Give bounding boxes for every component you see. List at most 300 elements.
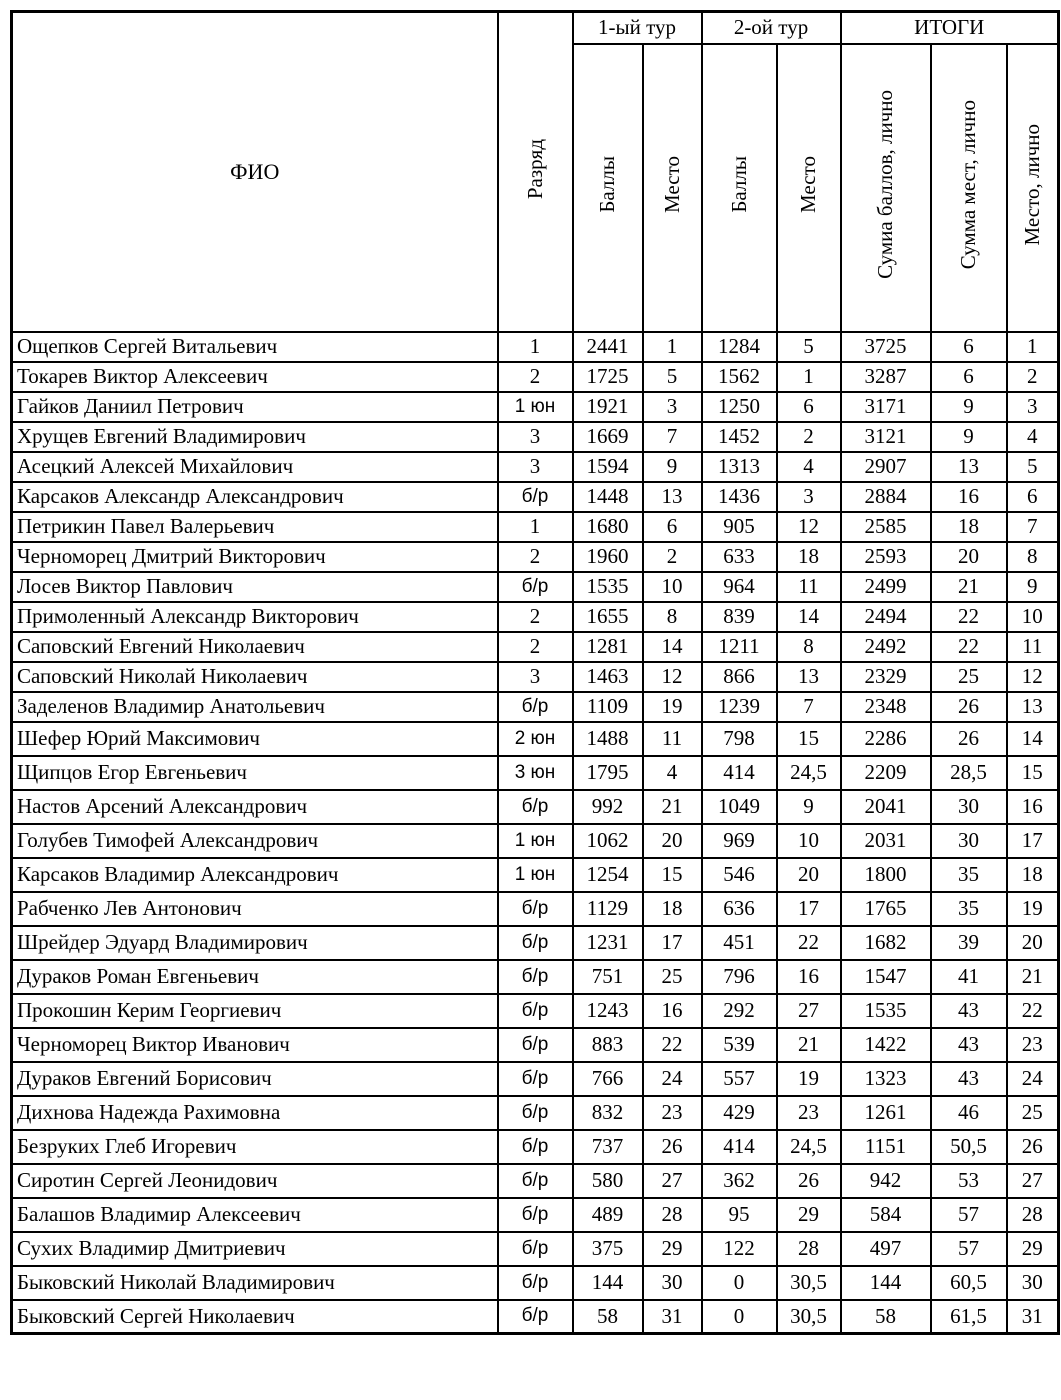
table-row	[12, 994, 1059, 1028]
tour1-bally-cell: 1488	[573, 722, 643, 756]
sum-mest-cell: 26	[931, 722, 1007, 756]
sum-mest-cell: 53	[931, 1164, 1007, 1198]
tour2-mesto-cell: 29	[777, 1198, 841, 1232]
fio-cell: Быковский Сергей Николаевич	[12, 1300, 498, 1334]
tour1-mesto-cell: 24	[643, 1062, 702, 1096]
tour1-bally-cell: 1231	[573, 926, 643, 960]
razryad-cell: 1 юн	[498, 392, 573, 422]
sum-mest-cell: 39	[931, 926, 1007, 960]
tour2-mesto-cell: 20	[777, 858, 841, 892]
mesto-lichno-cell: 1	[1007, 332, 1059, 362]
tour1-mesto-cell: 15	[643, 858, 702, 892]
tour1-mesto-cell: 29	[643, 1232, 702, 1266]
sum-mest-cell: 26	[931, 692, 1007, 722]
sum-ballov-cell: 1323	[841, 1062, 931, 1096]
tour2-bally-cell: 539	[702, 1028, 777, 1062]
table-row	[12, 512, 1059, 542]
sum-mest-cell: 43	[931, 1062, 1007, 1096]
tour1-mesto-cell: 9	[643, 452, 702, 482]
tour1-bally-cell: 1960	[573, 542, 643, 572]
razryad-cell: 1 юн	[498, 858, 573, 892]
fio-cell: Дураков Евгений Борисович	[12, 1062, 498, 1096]
razryad-vertical-label: Разряд	[522, 138, 547, 199]
tour2-mesto-cell: 1	[777, 362, 841, 392]
tour1-mesto-cell: 30	[643, 1266, 702, 1300]
razryad-cell: б/р	[498, 994, 573, 1028]
tour2-bally-cell: 557	[702, 1062, 777, 1096]
tour2-bally-cell: 1436	[702, 482, 777, 512]
sum-mest-cell: 9	[931, 422, 1007, 452]
tour2-mesto-cell: 24,5	[777, 1130, 841, 1164]
tour2-bally-cell: 1211	[702, 632, 777, 662]
tour1-bally-cell: 1669	[573, 422, 643, 452]
tour2-bally-cell: 866	[702, 662, 777, 692]
razryad-cell: б/р	[498, 1164, 573, 1198]
tour2-mesto-cell: 30,5	[777, 1300, 841, 1334]
tour2-mesto-cell: 18	[777, 542, 841, 572]
sum-ballov-cell: 2499	[841, 572, 931, 602]
fio-cell: Шрейдер Эдуард Владимирович	[12, 926, 498, 960]
tour1-bally-cell: 375	[573, 1232, 643, 1266]
sum-ballov-cell: 2041	[841, 790, 931, 824]
sum-mest-cell: 28,5	[931, 756, 1007, 790]
sum-mest-cell: 20	[931, 542, 1007, 572]
razryad-cell: б/р	[498, 892, 573, 926]
sum-ballov-cell: 144	[841, 1266, 931, 1300]
fio-cell: Примоленный Александр Викторович	[12, 602, 498, 632]
tour1-mesto-vertical-label: Место	[659, 156, 684, 213]
razryad-cell: 3	[498, 452, 573, 482]
table-row	[12, 892, 1059, 926]
tour1-mesto-cell: 28	[643, 1198, 702, 1232]
mesto-lichno-cell: 16	[1007, 790, 1059, 824]
sum-ballov-cell: 1800	[841, 858, 931, 892]
razryad-cell: 1	[498, 332, 573, 362]
mesto-lichno-cell: 20	[1007, 926, 1059, 960]
mesto-lichno-cell: 14	[1007, 722, 1059, 756]
tour2-mesto-cell: 28	[777, 1232, 841, 1266]
table-row	[12, 1266, 1059, 1300]
tour1-mesto-cell: 1	[643, 332, 702, 362]
tour1-bally-cell: 1463	[573, 662, 643, 692]
sum-mest-cell: 22	[931, 632, 1007, 662]
fio-cell: Дихнова Надежда Рахимовна	[12, 1096, 498, 1130]
tour2-bally-cell: 1562	[702, 362, 777, 392]
tour1-bally-cell: 1243	[573, 994, 643, 1028]
fio-cell: Саповский Николай Николаевич	[12, 662, 498, 692]
column-header-tour2-bally	[702, 44, 777, 332]
tour1-mesto-cell: 20	[643, 824, 702, 858]
fio-cell: Дураков Роман Евгеньевич	[12, 960, 498, 994]
tour2-bally-cell: 0	[702, 1266, 777, 1300]
mesto-lichno-cell: 31	[1007, 1300, 1059, 1334]
sum-ballov-cell: 2286	[841, 722, 931, 756]
tour2-mesto-cell: 14	[777, 602, 841, 632]
tour2-mesto-cell: 6	[777, 392, 841, 422]
table-row	[12, 692, 1059, 722]
tour2-mesto-cell: 15	[777, 722, 841, 756]
tour1-bally-cell: 1655	[573, 602, 643, 632]
tour2-mesto-cell: 10	[777, 824, 841, 858]
tour2-mesto-cell: 4	[777, 452, 841, 482]
sum-ballov-cell: 3171	[841, 392, 931, 422]
fio-cell: Гайков Даниил Петрович	[12, 392, 498, 422]
sum-ballov-cell: 2884	[841, 482, 931, 512]
razryad-cell: б/р	[498, 960, 573, 994]
tour1-bally-cell: 751	[573, 960, 643, 994]
sum-ballov-cell: 2593	[841, 542, 931, 572]
tour2-mesto-cell: 12	[777, 512, 841, 542]
tour1-bally-cell: 992	[573, 790, 643, 824]
sum-ballov-vertical-label: Сумиа баллов, лично	[873, 90, 898, 279]
sum-ballov-cell: 3287	[841, 362, 931, 392]
tour2-mesto-cell: 27	[777, 994, 841, 1028]
tour1-mesto-cell: 22	[643, 1028, 702, 1062]
mesto-lichno-cell: 6	[1007, 482, 1059, 512]
tour2-bally-cell: 839	[702, 602, 777, 632]
sum-mest-cell: 60,5	[931, 1266, 1007, 1300]
tour1-mesto-cell: 19	[643, 692, 702, 722]
sum-ballov-cell: 3121	[841, 422, 931, 452]
fio-cell: Асецкий Алексей Михайлович	[12, 452, 498, 482]
razryad-cell: б/р	[498, 926, 573, 960]
tour1-mesto-cell: 10	[643, 572, 702, 602]
tour1-mesto-cell: 26	[643, 1130, 702, 1164]
mesto-lichno-cell: 7	[1007, 512, 1059, 542]
tour2-bally-cell: 969	[702, 824, 777, 858]
razryad-cell: б/р	[498, 1130, 573, 1164]
tour2-mesto-cell: 9	[777, 790, 841, 824]
fio-cell: Рабченко Лев Антонович	[12, 892, 498, 926]
razryad-cell: 3	[498, 422, 573, 452]
fio-cell: Токарев Виктор Алексеевич	[12, 362, 498, 392]
table-row	[12, 1198, 1059, 1232]
sum-mest-cell: 25	[931, 662, 1007, 692]
tour1-mesto-cell: 17	[643, 926, 702, 960]
sum-mest-cell: 30	[931, 824, 1007, 858]
sum-mest-cell: 61,5	[931, 1300, 1007, 1334]
fio-cell: Настов Арсений Александрович	[12, 790, 498, 824]
mesto-lichno-cell: 10	[1007, 602, 1059, 632]
fio-cell: Шефер Юрий Максимович	[12, 722, 498, 756]
table-row	[12, 824, 1059, 858]
mesto-lichno-cell: 30	[1007, 1266, 1059, 1300]
tour1-bally-cell: 1062	[573, 824, 643, 858]
razryad-cell: б/р	[498, 1198, 573, 1232]
tour2-mesto-cell: 22	[777, 926, 841, 960]
mesto-lichno-cell: 27	[1007, 1164, 1059, 1198]
fio-cell: Карсаков Александр Александрович	[12, 482, 498, 512]
fio-cell: Лосев Виктор Павлович	[12, 572, 498, 602]
fio-cell: Карсаков Владимир Александрович	[12, 858, 498, 892]
tour2-bally-cell: 292	[702, 994, 777, 1028]
tour1-bally-cell: 1129	[573, 892, 643, 926]
razryad-cell: б/р	[498, 1232, 573, 1266]
tour2-bally-cell: 414	[702, 1130, 777, 1164]
tour1-bally-cell: 1795	[573, 756, 643, 790]
razryad-cell: б/р	[498, 1266, 573, 1300]
sum-mest-cell: 43	[931, 994, 1007, 1028]
tour2-bally-cell: 1250	[702, 392, 777, 422]
mesto-lichno-cell: 15	[1007, 756, 1059, 790]
tour2-mesto-cell: 13	[777, 662, 841, 692]
tour2-mesto-cell: 5	[777, 332, 841, 362]
mesto-lichno-cell: 18	[1007, 858, 1059, 892]
fio-cell: Сухих Владимир Дмитриевич	[12, 1232, 498, 1266]
razryad-cell: 2	[498, 362, 573, 392]
tour1-bally-cell: 737	[573, 1130, 643, 1164]
tour2-bally-cell: 546	[702, 858, 777, 892]
table-row	[12, 858, 1059, 892]
table-row	[12, 1096, 1059, 1130]
tour1-mesto-cell: 8	[643, 602, 702, 632]
table-row	[12, 482, 1059, 512]
razryad-cell: 1 юн	[498, 824, 573, 858]
fio-cell: Черноморец Виктор Иванович	[12, 1028, 498, 1062]
table-row	[12, 362, 1059, 392]
table-row	[12, 662, 1059, 692]
fio-cell: Балашов Владимир Алексеевич	[12, 1198, 498, 1232]
tour1-bally-cell: 58	[573, 1300, 643, 1334]
mesto-lichno-cell: 2	[1007, 362, 1059, 392]
table-row	[12, 332, 1059, 362]
table-row	[12, 392, 1059, 422]
razryad-cell: 2	[498, 632, 573, 662]
sum-ballov-cell: 942	[841, 1164, 931, 1198]
tour1-mesto-cell: 6	[643, 512, 702, 542]
header-group-row	[12, 12, 1059, 44]
tour1-bally-cell: 2441	[573, 332, 643, 362]
column-group-tour1: 1-ый тур	[573, 12, 702, 44]
sum-mest-cell: 50,5	[931, 1130, 1007, 1164]
tour2-mesto-cell: 2	[777, 422, 841, 452]
tour2-bally-cell: 429	[702, 1096, 777, 1130]
tour1-bally-cell: 1725	[573, 362, 643, 392]
razryad-cell: 3 юн	[498, 756, 573, 790]
sum-mest-cell: 41	[931, 960, 1007, 994]
tour1-bally-cell: 766	[573, 1062, 643, 1096]
tour1-bally-cell: 1680	[573, 512, 643, 542]
sum-ballov-cell: 584	[841, 1198, 931, 1232]
tour1-bally-cell: 1281	[573, 632, 643, 662]
table-row	[12, 790, 1059, 824]
sum-mest-cell: 13	[931, 452, 1007, 482]
tour2-bally-cell: 1313	[702, 452, 777, 482]
table-row	[12, 1232, 1059, 1266]
mesto-lichno-cell: 9	[1007, 572, 1059, 602]
tour2-bally-cell: 95	[702, 1198, 777, 1232]
column-group-itogi: ИТОГИ	[841, 12, 1059, 44]
results-table-body	[12, 332, 1059, 1334]
tour2-bally-cell: 0	[702, 1300, 777, 1334]
tour2-mesto-cell: 23	[777, 1096, 841, 1130]
fio-cell: Безруких Глеб Игоревич	[12, 1130, 498, 1164]
fio-cell: Петрикин Павел Валерьевич	[12, 512, 498, 542]
mesto-lichno-cell: 19	[1007, 892, 1059, 926]
mesto-lichno-cell: 3	[1007, 392, 1059, 422]
tour1-bally-cell: 1921	[573, 392, 643, 422]
tour2-bally-cell: 414	[702, 756, 777, 790]
column-header-sum-ballov	[841, 44, 931, 332]
tour1-mesto-cell: 7	[643, 422, 702, 452]
tour1-mesto-cell: 13	[643, 482, 702, 512]
tour1-mesto-cell: 3	[643, 392, 702, 422]
tour2-mesto-cell: 26	[777, 1164, 841, 1198]
column-header-razryad	[498, 12, 573, 332]
razryad-cell: б/р	[498, 1028, 573, 1062]
tour1-bally-vertical-label: Баллы	[595, 156, 620, 213]
sum-mest-cell: 43	[931, 1028, 1007, 1062]
table-row	[12, 542, 1059, 572]
table-row	[12, 452, 1059, 482]
mesto-lichno-cell: 24	[1007, 1062, 1059, 1096]
mesto-lichno-cell: 21	[1007, 960, 1059, 994]
tour2-bally-cell: 636	[702, 892, 777, 926]
tour1-bally-cell: 1594	[573, 452, 643, 482]
tour2-bally-cell: 964	[702, 572, 777, 602]
mesto-lichno-cell: 29	[1007, 1232, 1059, 1266]
mesto-lichno-cell: 26	[1007, 1130, 1059, 1164]
tour2-mesto-cell: 19	[777, 1062, 841, 1096]
column-header-fio: ФИО	[12, 12, 498, 332]
razryad-cell: 2	[498, 542, 573, 572]
tour1-mesto-cell: 5	[643, 362, 702, 392]
sum-mest-cell: 18	[931, 512, 1007, 542]
razryad-cell: б/р	[498, 1300, 573, 1334]
tour1-bally-cell: 1448	[573, 482, 643, 512]
tour2-mesto-cell: 30,5	[777, 1266, 841, 1300]
table-row	[12, 1028, 1059, 1062]
mesto-lichno-cell: 4	[1007, 422, 1059, 452]
tour1-mesto-cell: 16	[643, 994, 702, 1028]
mesto-lichno-cell: 5	[1007, 452, 1059, 482]
tour1-bally-cell: 489	[573, 1198, 643, 1232]
razryad-cell: б/р	[498, 572, 573, 602]
tour2-bally-cell: 633	[702, 542, 777, 572]
tour2-bally-cell: 1049	[702, 790, 777, 824]
tour1-mesto-cell: 21	[643, 790, 702, 824]
razryad-cell: б/р	[498, 482, 573, 512]
results-table	[10, 10, 1060, 1335]
razryad-cell: б/р	[498, 692, 573, 722]
sum-ballov-cell: 2348	[841, 692, 931, 722]
mesto-lichno-cell: 12	[1007, 662, 1059, 692]
column-header-tour2-mesto	[777, 44, 841, 332]
mesto-lichno-cell: 22	[1007, 994, 1059, 1028]
fio-cell: Черноморец Дмитрий Викторович	[12, 542, 498, 572]
sum-ballov-cell: 1765	[841, 892, 931, 926]
fio-cell: Быковский Николай Владимирович	[12, 1266, 498, 1300]
sum-ballov-cell: 2209	[841, 756, 931, 790]
sum-mest-cell: 46	[931, 1096, 1007, 1130]
sum-mest-cell: 35	[931, 892, 1007, 926]
tour2-mesto-cell: 11	[777, 572, 841, 602]
fio-cell: Ощепков Сергей Витальевич	[12, 332, 498, 362]
tour2-bally-cell: 796	[702, 960, 777, 994]
tour1-mesto-cell: 25	[643, 960, 702, 994]
mesto-lichno-cell: 25	[1007, 1096, 1059, 1130]
tour2-mesto-cell: 7	[777, 692, 841, 722]
tour2-bally-cell: 905	[702, 512, 777, 542]
tour1-bally-cell: 1109	[573, 692, 643, 722]
tour2-bally-cell: 122	[702, 1232, 777, 1266]
fio-cell: Прокошин Керим Георгиевич	[12, 994, 498, 1028]
razryad-cell: б/р	[498, 1062, 573, 1096]
tour1-mesto-cell: 12	[643, 662, 702, 692]
sum-ballov-cell: 1535	[841, 994, 931, 1028]
mesto-lichno-cell: 13	[1007, 692, 1059, 722]
tour1-bally-cell: 580	[573, 1164, 643, 1198]
tour1-mesto-cell: 23	[643, 1096, 702, 1130]
razryad-cell: 1	[498, 512, 573, 542]
tour2-bally-cell: 798	[702, 722, 777, 756]
tour2-mesto-cell: 17	[777, 892, 841, 926]
mesto-lichno-cell: 28	[1007, 1198, 1059, 1232]
tour1-mesto-cell: 11	[643, 722, 702, 756]
sum-ballov-cell: 3725	[841, 332, 931, 362]
sum-mest-vertical-label: Сумма мест, лично	[956, 99, 981, 270]
table-row	[12, 1164, 1059, 1198]
mesto-lichno-vertical-label: Место, лично	[1020, 123, 1045, 246]
sum-ballov-cell: 497	[841, 1232, 931, 1266]
tour2-mesto-cell: 16	[777, 960, 841, 994]
razryad-cell: 3	[498, 662, 573, 692]
mesto-lichno-cell: 11	[1007, 632, 1059, 662]
table-row	[12, 1130, 1059, 1164]
sum-ballov-cell: 2907	[841, 452, 931, 482]
table-row	[12, 572, 1059, 602]
table-row	[12, 602, 1059, 632]
mesto-lichno-cell: 8	[1007, 542, 1059, 572]
fio-cell: Саповский Евгений Николаевич	[12, 632, 498, 662]
sum-mest-cell: 35	[931, 858, 1007, 892]
tour1-mesto-cell: 2	[643, 542, 702, 572]
tour2-bally-cell: 1452	[702, 422, 777, 452]
tour2-mesto-cell: 24,5	[777, 756, 841, 790]
tour2-mesto-vertical-label: Место	[796, 156, 821, 213]
razryad-cell: б/р	[498, 790, 573, 824]
table-row	[12, 1300, 1059, 1334]
table-row	[12, 960, 1059, 994]
table-row	[12, 632, 1059, 662]
table-row	[12, 756, 1059, 790]
column-header-tour1-mesto	[643, 44, 702, 332]
sum-ballov-cell: 58	[841, 1300, 931, 1334]
sum-mest-cell: 21	[931, 572, 1007, 602]
tour2-bally-vertical-label: Баллы	[726, 156, 751, 213]
razryad-cell: 2 юн	[498, 722, 573, 756]
tour2-bally-cell: 1239	[702, 692, 777, 722]
sum-ballov-cell: 2031	[841, 824, 931, 858]
sum-mest-cell: 9	[931, 392, 1007, 422]
column-header-mesto-lichno	[1007, 44, 1059, 332]
tour1-bally-cell: 883	[573, 1028, 643, 1062]
fio-cell: Хрущев Евгений Владимирович	[12, 422, 498, 452]
tour2-mesto-cell: 21	[777, 1028, 841, 1062]
tour2-bally-cell: 451	[702, 926, 777, 960]
sum-ballov-cell: 1422	[841, 1028, 931, 1062]
sum-ballov-cell: 2492	[841, 632, 931, 662]
tour2-bally-cell: 362	[702, 1164, 777, 1198]
tour1-bally-cell: 1535	[573, 572, 643, 602]
tour1-bally-cell: 144	[573, 1266, 643, 1300]
sum-mest-cell: 57	[931, 1232, 1007, 1266]
tour1-bally-cell: 1254	[573, 858, 643, 892]
table-row	[12, 422, 1059, 452]
sum-ballov-cell: 1682	[841, 926, 931, 960]
fio-cell: Голубев Тимофей Александрович	[12, 824, 498, 858]
sum-mest-cell: 6	[931, 362, 1007, 392]
